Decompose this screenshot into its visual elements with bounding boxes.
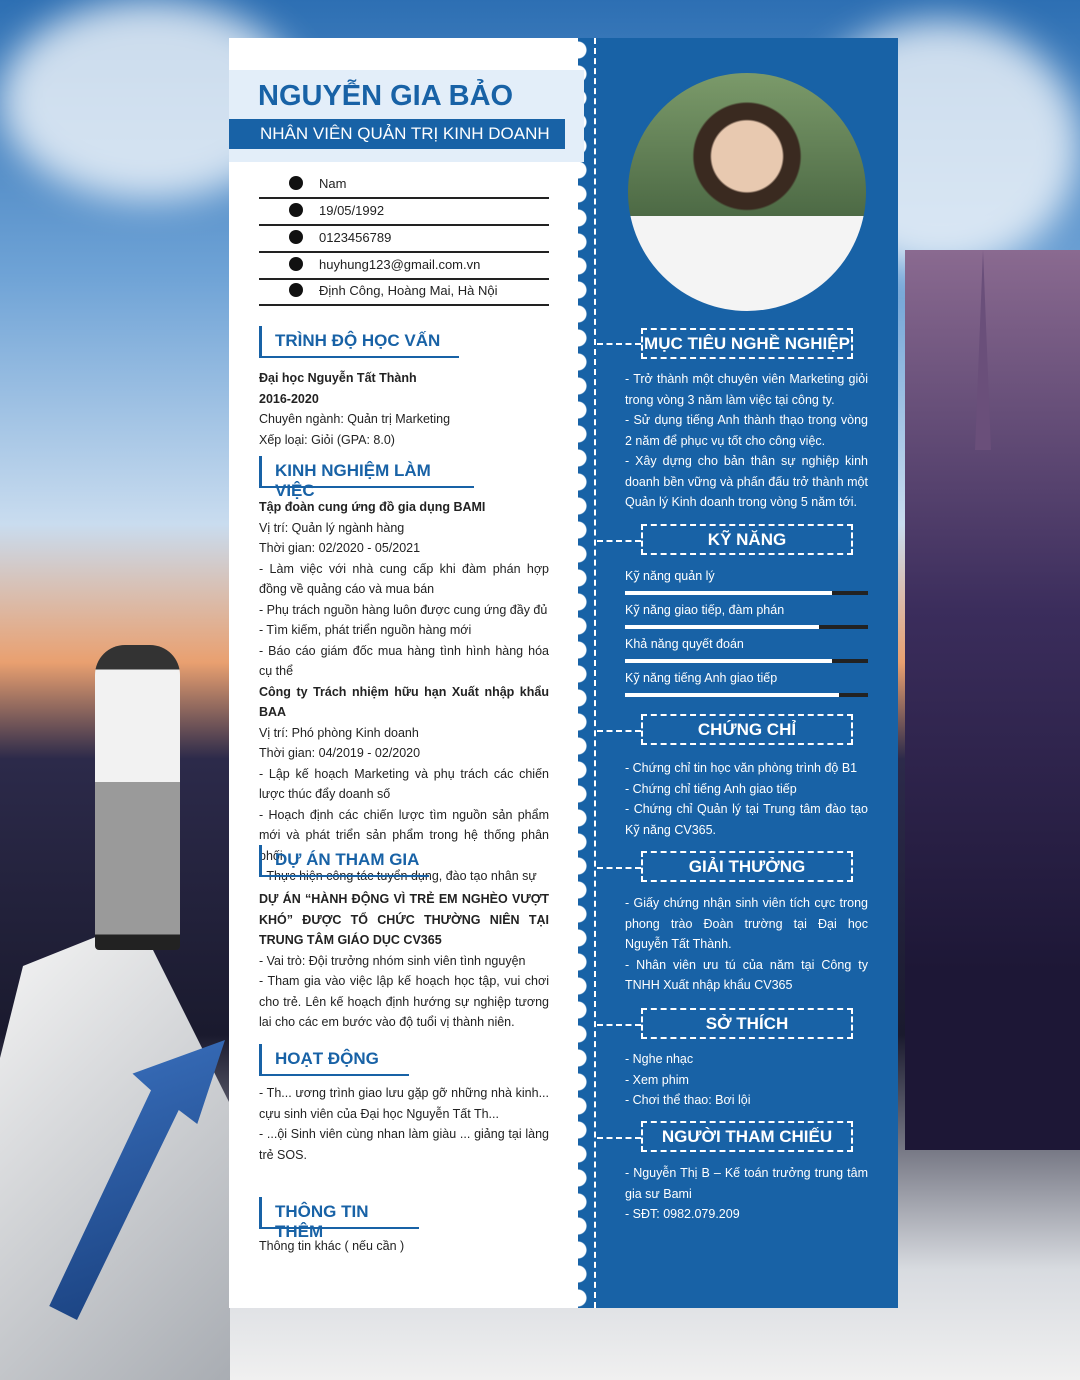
section-more: THÔNG TIN THÊM: [259, 1197, 419, 1229]
major: Chuyên ngành: Quản trị Marketing: [259, 412, 451, 426]
project-line: - Vai trò: Đội trưởng nhóm sinh viên tình nguyện: [259, 953, 526, 968]
info-gender: [259, 172, 549, 199]
background-blocks: [0, 920, 230, 1380]
info-value: 0123456789: [319, 230, 392, 245]
info-birthday: [259, 199, 549, 226]
exp-line: - Báo cáo giám đốc mua hàng tình hình hàng hóa cụ thể: [259, 643, 549, 678]
user-icon: [289, 176, 303, 190]
section-hobbies: SỞ THÍCH: [641, 1008, 853, 1039]
skill-name: Khả năng quyết đoán: [625, 637, 744, 651]
cert-line: - Chứng chỉ tin học văn phòng trình độ B1: [625, 761, 858, 775]
skill-item: [625, 603, 868, 629]
more-info: Thông tin khác ( nếu cần ): [259, 1239, 405, 1253]
job-title: NHÂN VIÊN QUẢN TRỊ KINH DOANH: [229, 119, 565, 149]
certs-block: [625, 758, 868, 840]
skill-item: [625, 569, 868, 595]
dash-connector: [597, 1024, 641, 1026]
skill-bar-fill: [625, 591, 832, 595]
grade: Xếp loại: Giỏi (GPA: 8.0): [259, 432, 395, 447]
exp-line: - Tìm kiếm, phát triển nguồn hàng mới: [259, 623, 472, 637]
location-icon: [289, 283, 303, 297]
dashed-divider: [594, 38, 596, 1308]
section-awards: GIẢI THƯỞNG: [641, 851, 853, 882]
section-certs: CHỨNG CHỈ: [641, 714, 853, 745]
exp-line: - Làm việc với nhà cung cấp khi đàm phán hợp đồng về quảng cáo và mua bán: [259, 561, 549, 596]
background-building: [905, 250, 1080, 1150]
skill-bar: [625, 659, 868, 663]
section-projects: DỰ ÁN THAM GIA: [259, 845, 429, 877]
mail-icon: [289, 257, 303, 271]
hobbies-block: [625, 1049, 868, 1111]
exp-line: - Hoạch định các chiến lược tìm nguồn sản phẩm mới và phát triển sản phẩm trong hệ thống phân phối: [259, 807, 549, 863]
profile-photo: [625, 70, 869, 314]
candidate-name: NGUYỄN GIA BẢO: [258, 80, 514, 112]
skill-bar-fill: [625, 659, 832, 663]
ref-line: - SĐT: 0982.079.209: [625, 1207, 740, 1221]
years: 2016-2020: [259, 391, 319, 406]
refs-block: [625, 1163, 868, 1225]
activity-line: - ...ội Sinh viên cùng nhan làm giàu ... giảng tại làng trẻ SOS.: [259, 1127, 549, 1162]
clock-icon: [289, 203, 303, 217]
section-objective: MỤC TIÊU NGHỀ NGHIỆP: [641, 328, 853, 359]
section-refs: NGƯỜI THAM CHIẾU: [641, 1121, 853, 1152]
exp-line: - Lập kế hoạch Marketing và phụ trách các chiến lược thúc đẩy doanh số: [259, 766, 549, 801]
award-line: - Nhân viên ưu tú của năm tại Công ty TNHH Xuất nhập khẩu CV365: [625, 957, 868, 992]
skill-bar-fill: [625, 625, 819, 629]
background-man: [95, 645, 180, 950]
exp-line: Thời gian: 02/2020 - 05/2021: [259, 541, 421, 555]
award-line: - Giấy chứng nhận sinh viên tích cực trong phong trào Đoàn trường tại Đại học Nguyễn Tất Thành.: [625, 896, 868, 951]
skill-item: [625, 637, 868, 663]
activities-block: [259, 1083, 549, 1165]
info-value: 19/05/1992: [319, 203, 385, 218]
objective-block: [625, 369, 868, 513]
info-address: [259, 279, 549, 306]
hobby-line: - Nghe nhạc: [625, 1052, 694, 1066]
dash-connector: [597, 343, 641, 345]
skill-bar: [625, 591, 868, 595]
education-block: [259, 368, 549, 450]
cert-line: - Chứng chỉ tiếng Anh giao tiếp: [625, 781, 797, 796]
info-value: huyhung123@gmail.com.vn: [319, 257, 481, 272]
phone-icon: [289, 230, 303, 244]
exp-line: Vị trí: Quản lý ngành hàng: [259, 520, 405, 535]
ref-line: - Nguyễn Thị B – Kế toán trưởng trung tâm gia sư Bami: [625, 1166, 868, 1201]
dash-connector: [597, 1137, 641, 1139]
activity-line: - Th... ương trình giao lưu gặp gỡ những nhà kinh... cựu sinh viên của Đại học Nguyễn Tất Th...: [259, 1086, 549, 1121]
info-phone: [259, 226, 549, 253]
info-value: Nam: [319, 176, 347, 191]
project-title: DỰ ÁN “HÀNH ĐỘNG VÌ TRẺ EM NGHÈO VƯỢT KHÓ” ĐƯỢC TỔ CHỨC THƯỜNG NIÊN TẠI TRUNG TÂM GIÁO DỤC CV365: [259, 892, 549, 947]
cert-line: - Chứng chỉ Quản lý tại Trung tâm đào tạo Kỹ năng CV365.: [625, 802, 868, 837]
hobby-line: - Xem phim: [625, 1072, 689, 1087]
skill-item: [625, 671, 868, 697]
info-value: Định Công, Hoàng Mai, Hà Nội: [319, 283, 498, 298]
awards-block: [625, 893, 868, 996]
project-block: [259, 889, 549, 1033]
exp-line: - Thực hiện công tác tuyển dụng, đào tạo nhân sự: [259, 869, 537, 883]
hobby-line: - Chơi thể thao: Bơi lội: [625, 1093, 751, 1107]
info-email: [259, 253, 549, 280]
school: Đại học Nguyễn Tất Thành: [259, 371, 417, 385]
objective-line: - Sử dụng tiếng Anh thành thạo trong vòng 2 năm để phục vụ tốt cho công việc.: [625, 413, 868, 448]
section-experience: KINH NGHIỆM LÀM VIỆC: [259, 456, 474, 488]
dash-connector: [597, 540, 641, 542]
project-line: - Tham gia vào việc lập kế hoạch học tập, vui chơi cho trẻ. Lên kế hoạch định hướng sự nghiệp tương lai cho các em bước vào độ tuổi vị thành niên.: [259, 974, 549, 1029]
company: Công ty Trách nhiệm hữu hạn Xuất nhập khẩu BAA: [259, 684, 549, 719]
dash-connector: [597, 867, 641, 869]
exp-line: - Phụ trách nguồn hàng luôn được cung ứng đầy đủ: [259, 602, 548, 617]
skill-name: Kỹ năng tiếng Anh giao tiếp: [625, 671, 778, 685]
skill-bar: [625, 625, 868, 629]
experience-block: [259, 497, 549, 887]
objective-line: - Xây dựng cho bản thân sự nghiệp kinh doanh bền vững và phấn đấu trở thành một Quản lý Kinh doanh trong vòng 5 năm tới.: [625, 454, 868, 509]
exp-line: Thời gian: 04/2019 - 02/2020: [259, 746, 421, 760]
skill-name: Kỹ năng giao tiếp, đàm phán: [625, 603, 785, 617]
company: Tập đoàn cung ứng đồ gia dụng BAMI: [259, 500, 486, 514]
section-activities: HOẠT ĐỘNG: [259, 1044, 409, 1076]
objective-line: - Trở thành một chuyên viên Marketing giỏi trong vòng 3 năm làm việc tại công ty.: [625, 372, 868, 407]
section-skills: KỸ NĂNG: [641, 524, 853, 555]
section-education: TRÌNH ĐỘ HỌC VẤN: [259, 326, 459, 358]
skill-bar: [625, 693, 868, 697]
exp-line: Vị trí: Phó phòng Kinh doanh: [259, 725, 419, 740]
skill-name: Kỹ năng quản lý: [625, 569, 715, 583]
dash-connector: [597, 730, 641, 732]
skill-bar-fill: [625, 693, 839, 697]
